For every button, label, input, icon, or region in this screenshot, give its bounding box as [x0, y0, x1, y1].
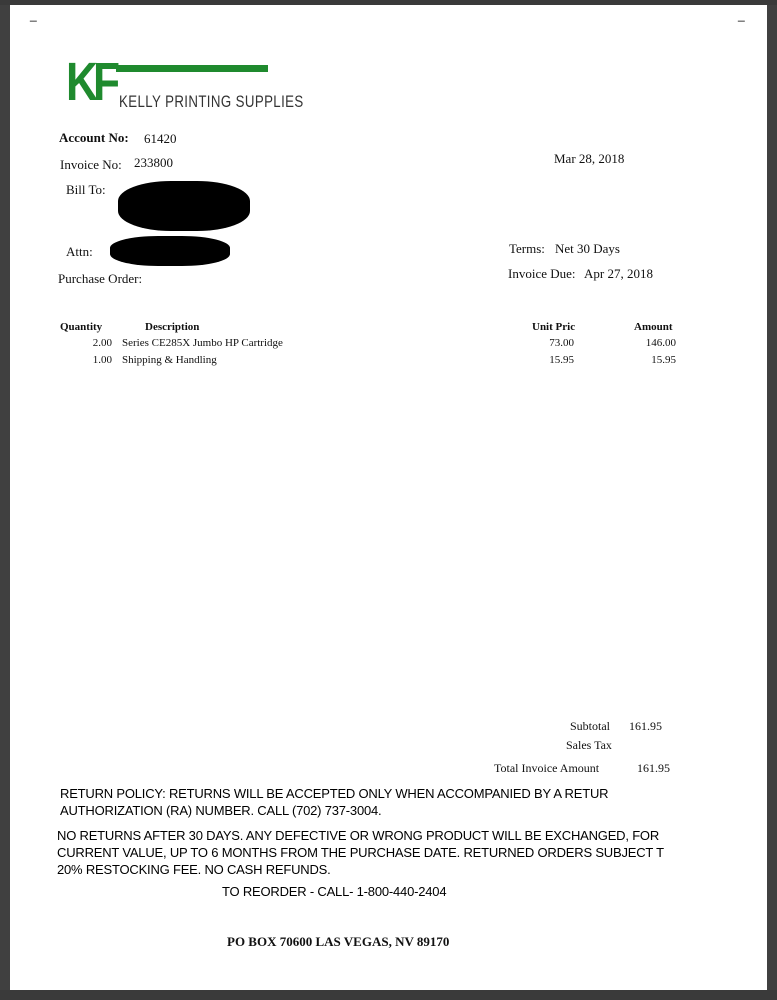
column-header-amount: Amount [634, 321, 673, 333]
attn-label: Attn: [66, 244, 93, 259]
invoice-number-value: 233800 [134, 155, 173, 170]
column-header-description: Description [145, 321, 200, 333]
subtotal-label: Subtotal [570, 719, 611, 733]
row-description: Shipping & Handling [122, 354, 217, 366]
invoice-date: Mar 28, 2018 [554, 151, 625, 166]
logo-bar [116, 65, 268, 72]
policy-line: AUTHORIZATION (RA) NUMBER. CALL (702) 737-3004. [60, 803, 382, 818]
column-header-quantity: Quantity [60, 321, 103, 333]
logo-mark: KF [66, 52, 116, 112]
invoice-page [10, 5, 767, 990]
company-logo [66, 52, 304, 115]
invoice-due-value: Apr 27, 2018 [584, 266, 653, 281]
subtotal-value: 161.95 [629, 719, 662, 733]
total-invoice-amount-value: 161.95 [637, 761, 670, 775]
bill-to-label: Bill To: [66, 182, 106, 197]
corner-mark-left: _ [30, 8, 37, 22]
attn-redaction [110, 236, 230, 266]
terms-label: Terms: [509, 241, 545, 256]
row-quantity: 1.00 [92, 354, 112, 366]
row-amount: 15.95 [651, 354, 676, 366]
row-amount: 146.00 [645, 337, 676, 349]
invoice-due-label: Invoice Due: [508, 266, 576, 281]
reorder-phone: TO REORDER - CALL- 1-800-440-2404 [222, 884, 447, 899]
company-address: PO BOX 70600 LAS VEGAS, NV 89170 [227, 934, 450, 949]
terms-value: Net 30 Days [555, 241, 620, 256]
total-invoice-amount-label: Total Invoice Amount [494, 761, 600, 775]
column-header-unit-price: Unit Pric [532, 321, 576, 333]
purchase-order-label: Purchase Order: [58, 271, 143, 286]
policy-line: RETURN POLICY: RETURNS WILL BE ACCEPTED ONLY WHEN ACCOMPANIED BY A RETUR [60, 786, 609, 801]
invoice-number-label: Invoice No: [60, 157, 122, 172]
row-description: Series CE285X Jumbo HP Cartridge [122, 337, 283, 349]
row-unit-price: 15.95 [549, 354, 574, 366]
window-frame-bottom [0, 990, 777, 1000]
row-unit-price: 73.00 [549, 337, 574, 349]
policy-line: NO RETURNS AFTER 30 DAYS. ANY DEFECTIVE OR WRONG PRODUCT WILL BE EXCHANGED, FOR [57, 828, 660, 843]
policy-line: 20% RESTOCKING FEE. NO CASH REFUNDS. [57, 862, 331, 877]
row-quantity: 2.00 [92, 337, 112, 349]
corner-mark-right: _ [738, 8, 745, 22]
account-number-label: Account No: [59, 130, 129, 145]
sales-tax-label: Sales Tax [566, 738, 612, 752]
account-number-value: 61420 [144, 131, 177, 146]
policy-line: CURRENT VALUE, UP TO 6 MONTHS FROM THE PURCHASE DATE. RETURNED ORDERS SUBJECT T [57, 845, 664, 860]
logo-company-name: KELLY PRINTING SUPPLIES [119, 92, 304, 111]
bill-to-redaction [118, 181, 250, 231]
